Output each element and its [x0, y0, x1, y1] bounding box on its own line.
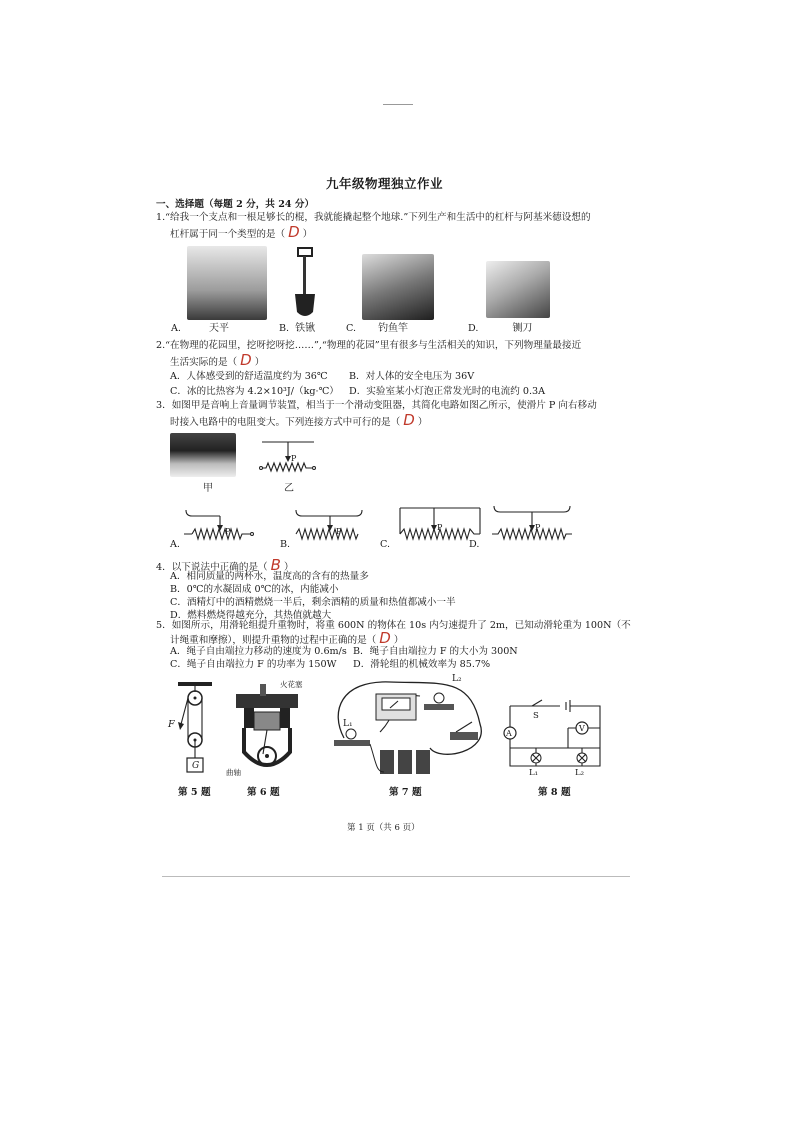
q5-handwritten-answer: D	[379, 629, 391, 647]
fig-yi-p-label: P	[291, 454, 297, 463]
fig8-l1-label: L₁	[529, 768, 539, 778]
fig7-l2-label: L₂	[452, 674, 462, 684]
bottom-scan-mark	[162, 876, 630, 877]
q1-handwritten-answer: D	[288, 223, 300, 241]
fig-yi-label: 乙	[284, 483, 294, 494]
q2-option-d: D．实验室某小灯泡正常发光时的电流约 0.3A	[349, 386, 546, 397]
fig7-caption: 第 7 题	[389, 787, 422, 798]
pulley-force-label: F	[168, 719, 175, 730]
fig8-caption: 第 8 题	[538, 787, 571, 798]
q5-option-d: D．滑轮组的机械效率为 85.7%	[353, 659, 491, 670]
fig6-caption: 第 6 题	[247, 787, 280, 798]
top-scan-mark	[383, 104, 413, 105]
q3-option-a-p: P	[225, 527, 231, 536]
engine-cylinder-diagram	[230, 682, 304, 780]
q3-option-d-label: D.	[469, 539, 480, 550]
q3-option-c-label: C.	[380, 539, 391, 550]
fishing-rod-image	[362, 254, 434, 320]
section-heading: 一、选择题（每题 2 分，共 24 分）	[156, 199, 315, 210]
q5-stem-line1: 5．如图所示，用滑轮组提升重物时，将重 600N 的物体在 10s 内匀速提升了 2m，已知动滑轮重为 100N（不	[156, 620, 631, 631]
pulley-weight-label: G	[192, 761, 200, 771]
q1-stem-line1: 1.“给我一个支点和一根足够长的棍，我就能撬起整个地球.”下列生产和生活中的杠杆与阿基米德设想的	[156, 212, 591, 223]
q1-option-a: A. 天平	[171, 323, 229, 334]
q5-option-b: B．绳子自由端拉力 F 的大小为 300N	[353, 646, 518, 657]
q3-stem-line2: 时接入电路中的电阻变大。下列连接方式中可行的是（ D ）	[170, 411, 428, 429]
balance-scale-image	[187, 246, 267, 320]
q1-option-c: C. 钓鱼竿	[346, 323, 409, 334]
fig7-l1-label: L₁	[343, 719, 353, 729]
page-footer: 第 1 页（共 6 页）	[347, 823, 420, 833]
q3-option-b-label: B.	[280, 539, 291, 550]
q1-option-b: B. 铁锹	[279, 323, 316, 334]
q2-stem-line2: 生活实际的是（ D ）	[170, 351, 265, 369]
q2-option-c: C．冰的比热容为 4.2×10³J/（kg·℃）	[170, 386, 339, 397]
q3-option-a-label: A.	[170, 539, 180, 550]
q3-option-d-p: P	[535, 523, 541, 532]
fig8-voltmeter-label: V	[579, 724, 585, 733]
q2-option-a: A．人体感受到的舒适温度约为 36℃	[170, 371, 328, 382]
q3-stem-line1: 3．如图甲是音响上音量调节装置，相当于一个滑动变阻器，其简化电路如图乙所示，使滑片 P 向右移动	[156, 400, 597, 411]
q1-stem-line2: 杠杆属于同一个类型的是（ D ）	[170, 223, 313, 241]
fig8-ammeter-label: A	[506, 729, 512, 738]
q4-stem: 4．以下说法中正确的是（ B ）	[156, 556, 294, 574]
fig-jia-label: 甲	[203, 483, 213, 494]
q2-stem-line1: 2.“在物理的花园里，挖呀挖呀挖……”,“物理的花园”里有很多与生活相关的知识，下列物理量最接近	[156, 340, 582, 351]
q5-stem-line2: 计绳重和摩擦），则提升重物的过程中正确的是（ D ）	[170, 629, 404, 647]
q5-option-c: C．绳子自由端拉力 F 的功率为 150W	[170, 659, 337, 670]
q1-option-d: D. 铡刀	[468, 323, 533, 334]
q3-circuit-b	[290, 504, 370, 544]
q2-option-b: B．对人体的安全电压为 36V	[349, 371, 475, 382]
q4-option-a: A．相同质量的两杯水，温度高的含有的热量多	[170, 571, 369, 582]
q5-option-a: A．绳子自由端拉力移动的速度为 0.6m/s	[170, 646, 347, 657]
q3-circuit-d	[488, 500, 580, 544]
q3-option-c-p: P	[437, 523, 443, 532]
page-title: 九年级物理独立作业	[326, 176, 444, 191]
fig8-switch-label: S	[533, 711, 539, 721]
circuit-schematic	[500, 700, 610, 772]
q3-circuit-a	[180, 504, 260, 544]
fig-yi-rheostat	[258, 438, 318, 474]
q4-option-b: B．0℃的水凝固成 0℃的冰，内能减小	[170, 584, 339, 595]
q4-option-d: D．燃料燃烧得越充分，其热值就越大	[170, 610, 332, 621]
fig5-caption: 第 5 题	[178, 787, 211, 798]
q2-handwritten-answer: D	[240, 351, 252, 369]
crankshaft-label: 曲轴	[226, 768, 241, 777]
q3-option-b-p: P	[336, 527, 342, 536]
spark-plug-label: 火花塞	[280, 680, 303, 689]
q4-handwritten-answer: B	[270, 556, 281, 574]
shovel-image	[290, 246, 320, 320]
guillotine-cutter-image	[486, 261, 550, 318]
q3-handwritten-answer: D	[403, 411, 415, 429]
fig8-l2-label: L₂	[575, 768, 585, 778]
volume-knob-photo	[170, 433, 236, 477]
q4-option-c: C．酒精灯中的酒精燃烧一半后，剩余酒精的质量和热值都减小一半	[170, 597, 456, 608]
